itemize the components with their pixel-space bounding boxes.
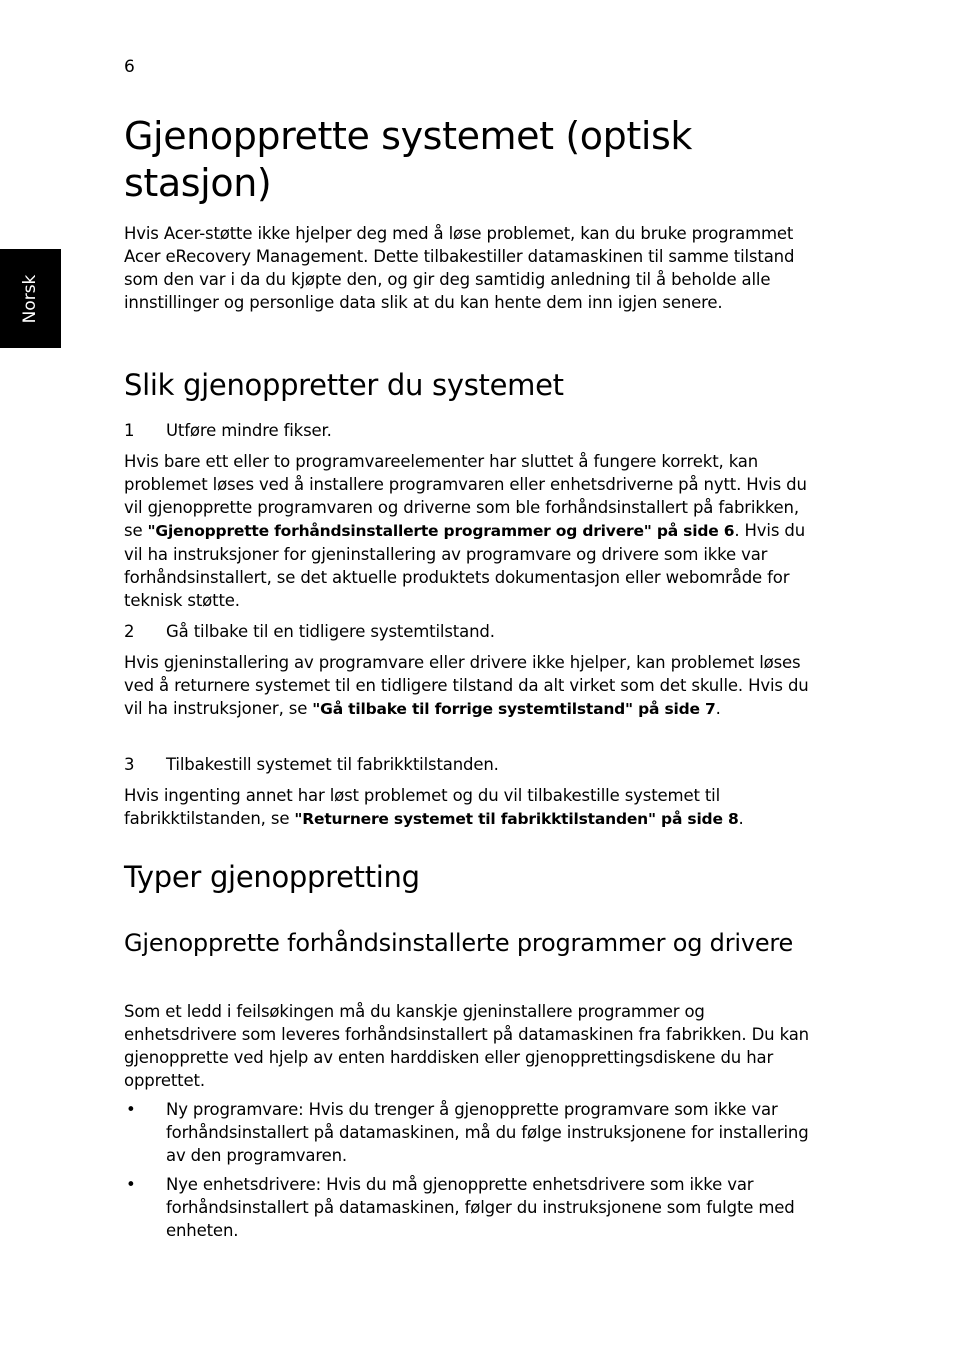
bullet-icon: • bbox=[126, 1100, 136, 1119]
page-number: 6 bbox=[124, 57, 135, 77]
paragraph-text: . bbox=[715, 699, 721, 718]
cross-reference-link[interactable]: "Gå tilbake til forrige systemtilstand" på side 7 bbox=[312, 700, 716, 718]
section-heading-recovery-types: Typer gjenoppretting bbox=[124, 860, 420, 894]
subsection-heading: Gjenopprette forhåndsinstallerte programmer og drivere bbox=[124, 929, 794, 957]
step-text: Gå tilbake til en tidligere systemtilstand. bbox=[166, 622, 495, 641]
language-tab bbox=[0, 249, 61, 348]
step-number: 3 bbox=[124, 755, 135, 774]
cross-reference-link[interactable]: "Returnere systemet til fabrikktilstanden" på side 8 bbox=[294, 810, 739, 828]
intro-paragraph: Hvis Acer-støtte ikke hjelper deg med å løse problemet, kan du bruke programmet Acer eRecovery Management. Dette tilbakestiller datamaskinen til samme tilstand som den var i da du kjøpte den, og gir deg samtidig anledning til å beholde alle innstillinger og personlige data slik at du kan hente dem inn igjen senere. bbox=[124, 224, 795, 312]
step-3-paragraph bbox=[124, 784, 810, 831]
paragraph-text: . Hvis du vil ha instruksjoner for gjeninstallering av programvare og drivere som ikke var forhåndsinstallert, se det aktuelle produktets dokumentasjon eller webområde for teknisk støtte. bbox=[124, 521, 805, 610]
paragraph-text: . bbox=[738, 809, 744, 828]
list-item-text: Nye enhetsdrivere: Hvis du må gjenopprette enhetsdrivere som ikke var forhåndsinstallert på datamaskinen, følger du instruksjonene som fulgte med enheten. bbox=[166, 1175, 795, 1240]
step-2-paragraph bbox=[124, 651, 810, 721]
step-1-paragraph bbox=[124, 450, 810, 612]
section-heading-restore: Slik gjenoppretter du systemet bbox=[124, 368, 564, 402]
paragraph-text: Hvis ingenting annet har løst problemet og du vil tilbakestille systemet til fabrikktilstanden, se bbox=[124, 786, 721, 828]
page-title: Gjenopprette systemet (optisk stasjon) bbox=[124, 114, 692, 205]
subsection-paragraph: Som et ledd i feilsøkingen må du kanskje gjeninstallere programmer og enhetsdrivere som leveres forhåndsinstallert på datamaskinen fra fabrikken. Du kan gjenopprette ved hjelp av enten harddisken eller gjenopprettingsdiskene du har opprettet. bbox=[124, 1002, 809, 1090]
language-tab-label: Norsk bbox=[20, 274, 40, 324]
paragraph-text: Hvis gjeninstallering av programvare eller drivere ikke hjelper, kan problemet løses ved å returnere systemet til en tidligere tilstand da alt virket som det skulle. Hvis du vil ha instruksjoner, se bbox=[124, 653, 809, 718]
paragraph-text: Hvis bare ett eller to programvareelementer har sluttet å fungere korrekt, kan problemet løses ved å installere programvaren eller enhetsdriverne på nytt. Hvis du vil gjenopprette programvaren og driverne som ble forhåndsinstallert på fabrikken, se bbox=[124, 452, 807, 540]
step-text: Tilbakestill systemet til fabrikktilstanden. bbox=[166, 755, 499, 774]
step-number: 1 bbox=[124, 421, 135, 440]
step-text: Utføre mindre fikser. bbox=[166, 421, 332, 440]
bullet-icon: • bbox=[126, 1175, 136, 1194]
cross-reference-link[interactable]: "Gjenopprette forhåndsinstallerte programmer og drivere" på side 6 bbox=[147, 522, 735, 540]
step-number: 2 bbox=[124, 622, 135, 641]
list-item-text: Ny programvare: Hvis du trenger å gjenopprette programvare som ikke var forhåndsinstallert på datamaskinen, må du følge instruksjonene for installering av den programvaren. bbox=[166, 1100, 809, 1165]
